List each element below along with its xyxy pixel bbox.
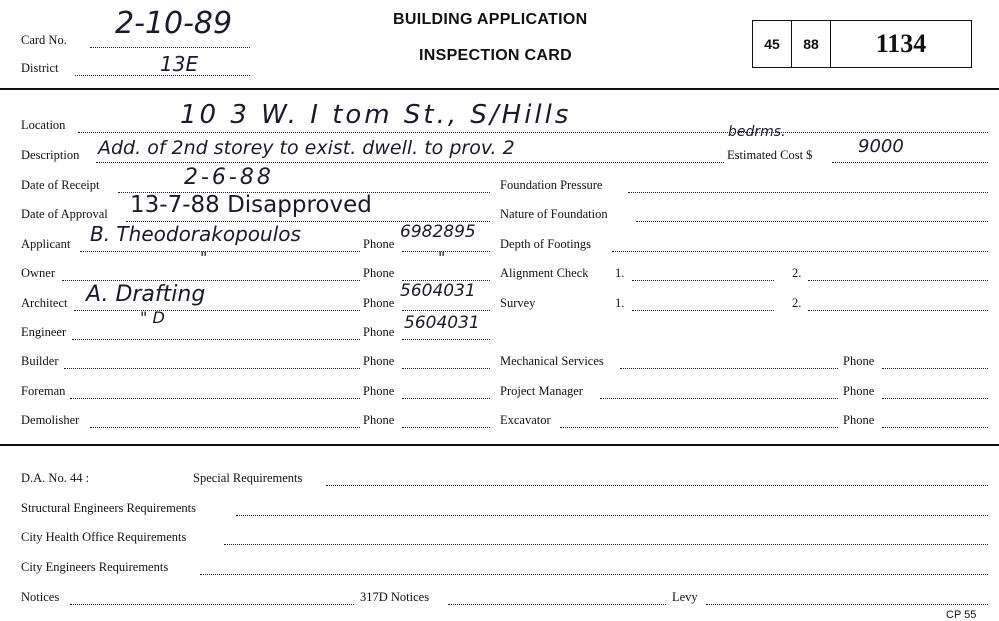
alignment-check-n1: 1.: [615, 266, 625, 280]
structural-requirements-label: Structural Engineers Requirements: [21, 501, 196, 515]
box-cell-2: 88: [792, 21, 831, 67]
levy-line: [706, 604, 988, 605]
estimated-cost-value: 9000: [858, 136, 904, 157]
description-superscript: bedrms.: [728, 124, 786, 140]
top-rule: [0, 88, 999, 90]
middle-rule: [0, 444, 999, 446]
architect-label: Architect: [21, 296, 68, 310]
excavator-label: Excavator: [500, 413, 551, 427]
special-requirements-label: Special Requirements: [193, 471, 303, 485]
owner-line: [62, 280, 360, 281]
description-line: [96, 162, 724, 163]
mechanical-services-phone-line: [882, 368, 988, 369]
survey-n2: 2.: [792, 296, 802, 310]
location-value: 10 3 W. I tom St., S/Hills: [180, 100, 572, 130]
project-manager-line: [600, 398, 838, 399]
alignment-check-line-2: [808, 280, 988, 281]
alignment-check-line-1: [632, 280, 774, 281]
levy-label: Levy: [672, 590, 698, 604]
engineer-line: [72, 339, 360, 340]
city-engineers-line: [200, 574, 988, 575]
date-of-approval-label: Date of Approval: [21, 207, 108, 221]
da-no-label: D.A. No. 44 :: [21, 471, 90, 485]
owner-value: ": [200, 248, 208, 267]
location-label: Location: [21, 118, 66, 132]
applicant-phone-label: Phone: [363, 237, 395, 251]
project-manager-label: Project Manager: [500, 384, 583, 398]
description-value: Add. of 2nd storey to exist. dwell. to prov. 2: [98, 137, 515, 159]
owner-phone-value: ": [438, 248, 446, 267]
district-label: District: [21, 61, 59, 75]
date-of-receipt-label: Date of Receipt: [21, 178, 100, 192]
title-line-2: INSPECTION CARD: [419, 47, 572, 64]
title-line-1: BUILDING APPLICATION: [393, 11, 588, 28]
engineer-phone-value: 5604031: [404, 313, 480, 333]
317d-notices-line: [448, 604, 666, 605]
applicant-label: Applicant: [21, 237, 71, 251]
excavator-line: [560, 427, 838, 428]
card-no-value: 2-10-89: [115, 6, 233, 41]
survey-label: Survey: [500, 296, 536, 310]
card-no-label: Card No.: [21, 33, 67, 47]
demolisher-line: [90, 427, 360, 428]
applicant-line: [80, 251, 360, 252]
special-requirements-line: [326, 485, 988, 486]
317d-notices-label: 317D Notices: [360, 590, 430, 604]
engineer-phone-line: [402, 339, 490, 340]
estimated-cost-line: [832, 162, 988, 163]
date-of-approval-value: 13-7-88 Disapproved: [130, 192, 372, 218]
builder-phone-line: [402, 368, 490, 369]
applicant-phone-value: 6982895: [400, 222, 476, 242]
demolisher-phone-line: [402, 427, 490, 428]
architect-phone-line: [402, 310, 490, 311]
survey-n1: 1.: [615, 296, 625, 310]
mechanical-services-label: Mechanical Services: [500, 354, 604, 368]
owner-label: Owner: [21, 266, 56, 280]
owner-phone-label: Phone: [363, 266, 395, 280]
excavator-phone-label: Phone: [843, 413, 875, 427]
description-label: Description: [21, 148, 80, 162]
foundation-pressure-label: Foundation Pressure: [500, 178, 603, 192]
architect-phone-value: 5604031: [400, 281, 476, 301]
engineer-label: Engineer: [21, 325, 67, 339]
foreman-phone-line: [402, 398, 490, 399]
demolisher-label: Demolisher: [21, 413, 80, 427]
architect-line: [74, 310, 360, 311]
alignment-check-label: Alignment Check: [500, 266, 589, 280]
depth-of-footings-label: Depth of Footings: [500, 237, 591, 251]
notices-line: [70, 604, 354, 605]
structural-requirements-line: [236, 515, 988, 516]
foreman-label: Foreman: [21, 384, 66, 398]
survey-line-1: [632, 310, 774, 311]
mechanical-services-line: [620, 368, 838, 369]
survey-line-2: [808, 310, 988, 311]
card-number-box: [752, 20, 972, 68]
foundation-pressure-line: [628, 192, 988, 193]
project-manager-phone-line: [882, 398, 988, 399]
project-manager-phone-label: Phone: [843, 384, 875, 398]
city-engineers-label: City Engineers Requirements: [21, 560, 169, 574]
alignment-check-n2: 2.: [792, 266, 802, 280]
excavator-phone-line: [882, 427, 988, 428]
builder-line: [64, 368, 360, 369]
notices-label: Notices: [21, 590, 60, 604]
engineer-phone-label: Phone: [363, 325, 395, 339]
mechanical-services-phone-label: Phone: [843, 354, 875, 368]
nature-of-foundation-line: [636, 221, 988, 222]
city-health-label: City Health Office Requirements: [21, 530, 187, 544]
date-of-receipt-value: 2-6-88: [184, 165, 274, 190]
architect-phone-label: Phone: [363, 296, 395, 310]
architect-value: A. Drafting: [86, 282, 206, 307]
engineer-value: " D: [140, 308, 165, 327]
builder-label: Builder: [21, 354, 59, 368]
box-cell-1: 45: [753, 21, 792, 67]
form-code: CP 55: [946, 609, 977, 621]
city-health-line: [224, 544, 988, 545]
builder-phone-label: Phone: [363, 354, 395, 368]
location-line: [78, 132, 988, 133]
demolisher-phone-label: Phone: [363, 413, 395, 427]
foreman-phone-label: Phone: [363, 384, 395, 398]
applicant-value: B. Theodorakopoulos: [90, 222, 301, 246]
estimated-cost-label: Estimated Cost $: [727, 148, 813, 162]
foreman-line: [70, 398, 360, 399]
applicant-phone-line: [402, 251, 490, 252]
nature-of-foundation-label: Nature of Foundation: [500, 207, 608, 221]
depth-of-footings-line: [612, 251, 988, 252]
card-no-line: [90, 47, 250, 48]
district-value: 13E: [160, 52, 199, 76]
box-cell-number: 1134: [875, 29, 927, 58]
